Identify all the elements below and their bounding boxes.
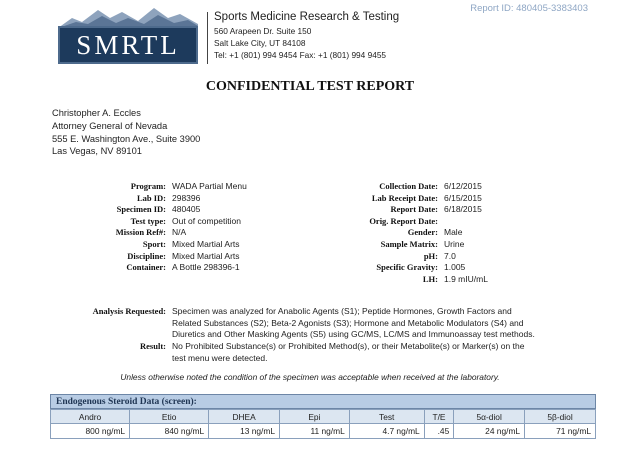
- steroid-value: 13 ng/mL: [209, 424, 280, 439]
- field-label: Gender:: [407, 227, 438, 238]
- result-label: Result:: [140, 341, 166, 352]
- mountain-icon: [58, 6, 198, 28]
- analysis-section: [60, 306, 551, 365]
- field-label: Report Date:: [390, 204, 438, 215]
- steroid-value: .45: [424, 424, 454, 439]
- steroid-header: 5β-diol: [525, 410, 596, 424]
- field-label: Test type:: [130, 215, 166, 226]
- field-label: Sport:: [142, 238, 166, 249]
- field-label: Discipline:: [127, 250, 166, 261]
- field-row: [310, 204, 488, 216]
- field-value: Male: [444, 227, 463, 238]
- field-row: [60, 181, 247, 193]
- field-value: N/A: [172, 227, 187, 238]
- field-row: [60, 193, 247, 205]
- field-row: [310, 251, 488, 263]
- lab-divider: [207, 12, 208, 64]
- field-row: [60, 216, 247, 228]
- report-id: Report ID: 480405-3383403: [470, 3, 588, 14]
- recipient-block: [52, 107, 200, 158]
- field-label: Orig. Report Date:: [369, 215, 438, 226]
- lab-address1: 560 Arapeen Dr. Suite 150: [214, 26, 312, 36]
- field-value: 6/15/2015: [444, 192, 482, 203]
- steroid-header: 5α-diol: [454, 410, 525, 424]
- field-value: A Bottle 298396-1: [172, 262, 240, 273]
- steroid-header: Epi: [280, 410, 350, 424]
- field-row: [310, 193, 488, 205]
- field-label: Program:: [130, 181, 166, 191]
- recipient-line: Christopher A. Eccles: [52, 108, 141, 118]
- field-row: [310, 239, 488, 251]
- field-label: Lab Receipt Date:: [371, 192, 438, 203]
- field-row: [310, 227, 488, 239]
- field-label: Mission Ref#:: [115, 227, 166, 238]
- result-line: No Prohibited Substance(s) or Prohibited Method(s), or their Metabolite(s) or Marker(s) on the: [172, 341, 525, 352]
- steroid-header: DHEA: [209, 410, 280, 424]
- field-row: [60, 204, 247, 216]
- field-value: Mixed Martial Arts: [172, 238, 240, 249]
- lab-phone: Tel: +1 (801) 994 9454 Fax: +1 (801) 994 9455: [214, 50, 387, 60]
- steroid-value: 71 ng/mL: [525, 424, 596, 439]
- lab-info: [214, 11, 399, 61]
- steroid-header-row: [51, 410, 596, 424]
- specimen-fields-right: [310, 181, 488, 285]
- recipient-line: Attorney General of Nevada: [52, 120, 168, 131]
- field-row: [310, 262, 488, 274]
- steroid-value: 840 ng/mL: [130, 424, 209, 439]
- field-label: pH:: [423, 250, 438, 261]
- specimen-fields-left: [60, 181, 247, 274]
- specimen-condition-note: Unless otherwise noted the condition of the specimen was acceptable when received at the laboratory.: [120, 372, 500, 382]
- lab-name: Sports Medicine Research & Testing: [214, 11, 400, 23]
- field-label: Specimen ID:: [116, 204, 166, 215]
- field-value: [438, 216, 444, 228]
- field-value: 6/12/2015: [444, 181, 482, 191]
- field-value: 1.9 mIU/mL: [444, 273, 488, 284]
- steroid-header: Test: [349, 410, 424, 424]
- field-value: Out of competition: [172, 215, 241, 226]
- field-label: Collection Date:: [379, 181, 438, 191]
- field-value: Mixed Martial Arts: [172, 250, 240, 261]
- recipient-line: Las Vegas, NV 89101: [52, 146, 142, 157]
- steroid-value: 24 ng/mL: [454, 424, 525, 439]
- smrtl-logo: [58, 6, 198, 64]
- result-text: [166, 341, 551, 364]
- steroid-header: Andro: [51, 410, 130, 424]
- steroid-value: 11 ng/mL: [280, 424, 350, 439]
- field-row: [60, 262, 247, 274]
- field-row: [60, 239, 247, 251]
- steroid-value: 800 ng/mL: [51, 424, 130, 439]
- field-label: Sample Matrix:: [380, 238, 438, 249]
- steroid-value: 4.7 ng/mL: [349, 424, 424, 439]
- report-title: CONFIDENTIAL TEST REPORT: [205, 79, 415, 94]
- analysis-line: Specimen was analyzed for Anabolic Agents (S1); Peptide Hormones, Growth Factors and: [172, 306, 512, 316]
- steroid-value-row: [51, 424, 596, 439]
- field-label: Container:: [126, 262, 166, 273]
- field-row: [310, 181, 488, 193]
- field-value: 6/18/2015: [444, 204, 482, 215]
- recipient-line: 555 E. Washington Ave., Suite 3900: [52, 133, 201, 144]
- analysis-text: [166, 306, 551, 341]
- analysis-line: Diuretics and Other Masking Agents (S5) using GC/MS, LC/MS and Immunoassay test methods.: [172, 329, 535, 340]
- field-label: Specific Gravity:: [376, 262, 438, 273]
- lab-address2: Salt Lake City, UT 84108: [214, 38, 306, 48]
- field-label: LH:: [422, 273, 438, 284]
- steroid-panel: [50, 394, 596, 439]
- steroid-table: [50, 409, 596, 439]
- field-row: [60, 251, 247, 263]
- field-value: 1.005: [444, 262, 466, 273]
- field-row: [310, 274, 488, 286]
- field-row: [60, 227, 247, 239]
- field-value: 480405: [172, 204, 201, 215]
- steroid-header: Etio: [130, 410, 209, 424]
- field-label: Lab ID:: [136, 192, 166, 203]
- field-value: 7.0: [444, 250, 456, 261]
- logo-box: [58, 26, 198, 64]
- analysis-label: Analysis Requested:: [92, 306, 166, 316]
- steroid-title: Endogenous Steroid Data (screen):: [50, 394, 596, 409]
- field-value: Urine: [444, 238, 465, 249]
- field-value: WADA Partial Menu: [172, 181, 247, 191]
- steroid-header: T/E: [424, 410, 454, 424]
- logo-text: SMRTL: [76, 29, 180, 60]
- field-row: [310, 216, 488, 228]
- result-line: test menu were detected.: [172, 352, 268, 363]
- result-row: [60, 341, 551, 364]
- field-value: 298396: [172, 192, 201, 203]
- analysis-line: Related Substances (S2); Beta-2 Agonists (S3); Hormone and Metabolic Modulators (S4) and: [172, 317, 524, 328]
- analysis-row: [60, 306, 551, 341]
